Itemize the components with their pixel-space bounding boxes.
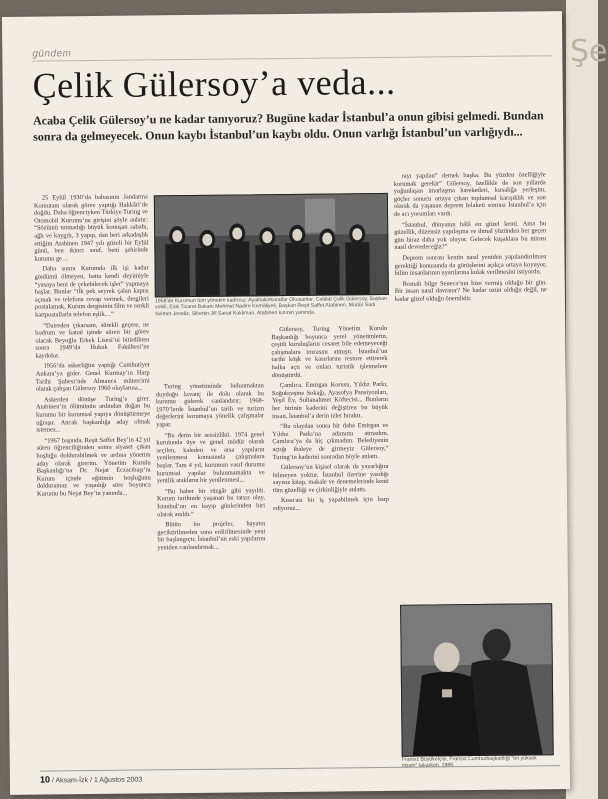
column-4	[394, 171, 550, 603]
column-2	[156, 382, 268, 763]
paragraph: Turing yönetiminde bulunmaktan duyduğu kıvanç ile dolu olarak bu kurumu giderek canlandırır; 1968-1970’lerde İstanbul’un tarih ve turizm değerlerini korumaya yönelik çalışmalar yapar.	[155, 382, 265, 429]
adjacent-page-edge	[566, 0, 608, 799]
paragraph: rayı yapılan” demek başka. Bu yüzden özelliğiyle korumak gerekir” Gülersoy, özellikle de son yıllarda yoğunlaşan imarlaşma hareketleri, kırsalığa yerleşim, göçler sonucu ortaya çıkan toplumsal karışıklık ve son olarak da yaşanan deprem felaketi sonrası İstanbul’a için de acı yorumları vardı.	[393, 171, 546, 218]
photo-caption: 1958’de Kurumun tüm yönetim kadrosu: Ayaktakinkaratlar Okusanlar: Celâlat Çelik Gülersoy, Başkan vekili, Eski Ticaret Bakanı Mehmet Nadire Kemâliyeli, Başkan Reşit Saffet Atabinen, Müdür Sadi Selmet Jeneliz, Sikertin Jill Sanat Kokliman. Atabinen kızının yanında.	[154, 295, 387, 318]
paragraph: Gülersoy’un kişisel olarak da yazarlığını bilmeyen yoktur. İstanbul üzerine yazdığı sayısız kitap, makale ve denemelerinde kenti tüm güzelliği ve çirkinliğiyle anlattı.	[272, 463, 389, 495]
paragraph: “Bu olaydan sonra bir daha Emirgan ve Yıldız Parkı’na adımımı atmadım. Çamlıca’ya da hiç çıkmadım. Belediyenin açtığı ihaleye de girmeyiz Gülersoy,” Turing’in kaderini sonradan böyle anlattı.	[272, 422, 389, 461]
column-1	[34, 193, 154, 764]
paragraph: Deprem sonrası kentin nasıl yeniden yapılandırılması gerektiği konusunda da görüşlerini açıkça ortaya koyuyor, bilim insanlarının uyarılarına kulak verilmesini istiyordu.	[394, 253, 547, 277]
section-label: gündem	[32, 48, 72, 60]
paragraph: Kısacası bir iş yapabilmek için harp ediyoruz...	[273, 496, 390, 513]
medal-photo-image	[401, 604, 553, 756]
paragraph: “İstanbul, dünyanın hâlâ en güzel kenti. Ama bu güzellik, düzensiz yapılaşma ve ihmal yüzünden her geçen gün biraz daha yok oluyor. Gelecek kuşaklara bu mirası nasıl devredeceğiz?”	[394, 219, 547, 252]
paragraph: “1967 başında, Reşit Saffet Bey’in 42 yıl süren öğrenciliğinden sonra siyaset çıkan boşluğu doldurabilmek ve ardına yönetim aday olarak girerim. Yönetim Kurulu Başkanlığı’na Dr. Nejat Eczacıbaşı’nı Kurum içinde eğitimin boşluğunu dolduramaz ve yaşadığı süre boyunca Kurumu bu Nejat Bey’in yanında...	[36, 436, 151, 498]
publication-name: Aksam-İzk	[55, 777, 89, 785]
paragraph: Askerden dönüşe Turing’e girer. Atabinen’in ölümünün ardından doğan bu kurumu bir kurumsal yapıya dönüştürmeye uğraşır. Ancak başkanlığa aday olmak istemez...	[35, 395, 151, 434]
paragraph: Gülersoy, Turing Yönetim Kurulu Başkanlığı boyunca yerel yönetimlerin, çeşitli kuruluşların cesaret bile edemeyeceği çalışmalara imzasını atmıştı. İstanbul’un tarihi köşk ve kasırlarını restore ettirerek halka açtı ve onları turistik işletmelere dönüştürdü.	[271, 324, 388, 379]
page-footer: 10 / Aksam-İzk / 1 Ağustos 2003	[39, 774, 143, 785]
paragraph: “Daireden çıkarsam, sürekli geçere, ne bodrum ve kanal işinde süren bir görev olacak Beyoğlu Erkek Lisesi’ni bitirdikten sonra 1949’da Hukuk Fakültesi’ne kaydolur.	[35, 320, 150, 360]
paragraph: Çamlıca, Emirgan Korusu, Yıldız Parkı, Soğukçeşme Sokağı, Ayasofya Pansiyonları, Yeşil Ev, Sultanahmet Köftecisi... Bunların her birinin kaderini değiştiren bu büyük insan, İstanbul’a derin izler bıraktı.	[271, 381, 389, 420]
photo-caption: Fransız Büyükelçisi, Fransız Cumhurbaşkanlığı “en yüksek	[401, 755, 537, 763]
section-divider	[32, 55, 552, 61]
paragraph: 1956’da askerliğini yaptığı Cumhuriyet Ankara’ya gider. Genel Kurmay’ın Harp Tarihi Şubesi’nde Almanca mütercimi olarak çalışan Gülersoy 1960 olaylarına...	[35, 361, 150, 393]
medal-photo	[400, 603, 554, 757]
paragraph: Daha sonra Kurumda ilk işi kadar gönlümü ölmeyen, hatta kendi deyimiyle “yasaya beni de çekebilecek işler” yapmaya başlar. Bunlar “ilk pek seyrek çalan kapısı açmak ve telefona cevap vermek, dergileri postalamak, Kurum dergisinin film ve renkli kartpostallarla telefon eşlik…”	[34, 264, 150, 319]
page-number: 10	[39, 774, 50, 785]
paragraph: Bütün bu projeler, hayatın geciktirilmeden sona erdirilmesinde yeni bir başlangıçtı; İstanbul’un eski yapılarını yeniden canlandırmak...	[157, 520, 266, 552]
paragraph: 25 Eylül 1930’da babasının Jandarma Komutanı olarak görev yaptığı Hakkâri’de doğdu. Daha öğrenciyken Türkiye Turing ve Otomobil Kurumu’na girişini şöyle anlatır: “Sözümü tutmadığı büyük konuşan sabahı, ağlı ve kaygılı, 3 yapıp, dan beri arkadaşlık ettiğim Atabinen 1947 yılı güzeli bir Eylül günü, ben ikinci sınıf, beni şehirinde kurumu ge…	[33, 193, 149, 263]
group-photo-image	[155, 194, 388, 296]
newspaper-page	[2, 11, 570, 795]
article-lead: Acaba Çelik Gülersoy’u ne kadar tanıyoruz? Bugüne kadar İstanbul’a onun gibisi gelmedi. Bundan sonra da gelmeyecek. Onun kaybı İstanbul’un kaybı oldu. Onun varlığı İstanbul’un varlığıydı...	[32, 108, 544, 144]
adjacent-page-heading: Şe	[570, 34, 608, 69]
issue-date: 1 Ağustos 2003	[93, 776, 143, 785]
paragraph: Romalı bilge Seneca’nın bize vermiş olduğu bir gün. Bir insan nasıl davranır? Ne kadar uzun olduğu değil, ne kadar güzel olduğu önemlidir.	[394, 278, 547, 303]
group-photo	[154, 193, 389, 297]
paragraph: “Bu derin bir sessizlikti. 1974 genel kurulunda üye ve genel müdür olarak seçilen, kaleden ve arsa yapıların yenilenmesi konusunda çalışmalara başlar. Tam 4 yıl, kurumun vasıf durumu kurumsal yapılar bulunmamakta ve yenilik atakların bir yenilenmesi...	[156, 430, 265, 485]
article-title: Çelik Gülersoy’a veda...	[32, 61, 396, 106]
column-3	[271, 325, 392, 762]
paragraph: “Bu haber bir rüzgâr gibi yayıldı. Kurum tarihinde yaşanan bu tatsız olay, İstanbul’un en kayıp günlerinden biri olarak anıldı.”	[156, 486, 266, 518]
